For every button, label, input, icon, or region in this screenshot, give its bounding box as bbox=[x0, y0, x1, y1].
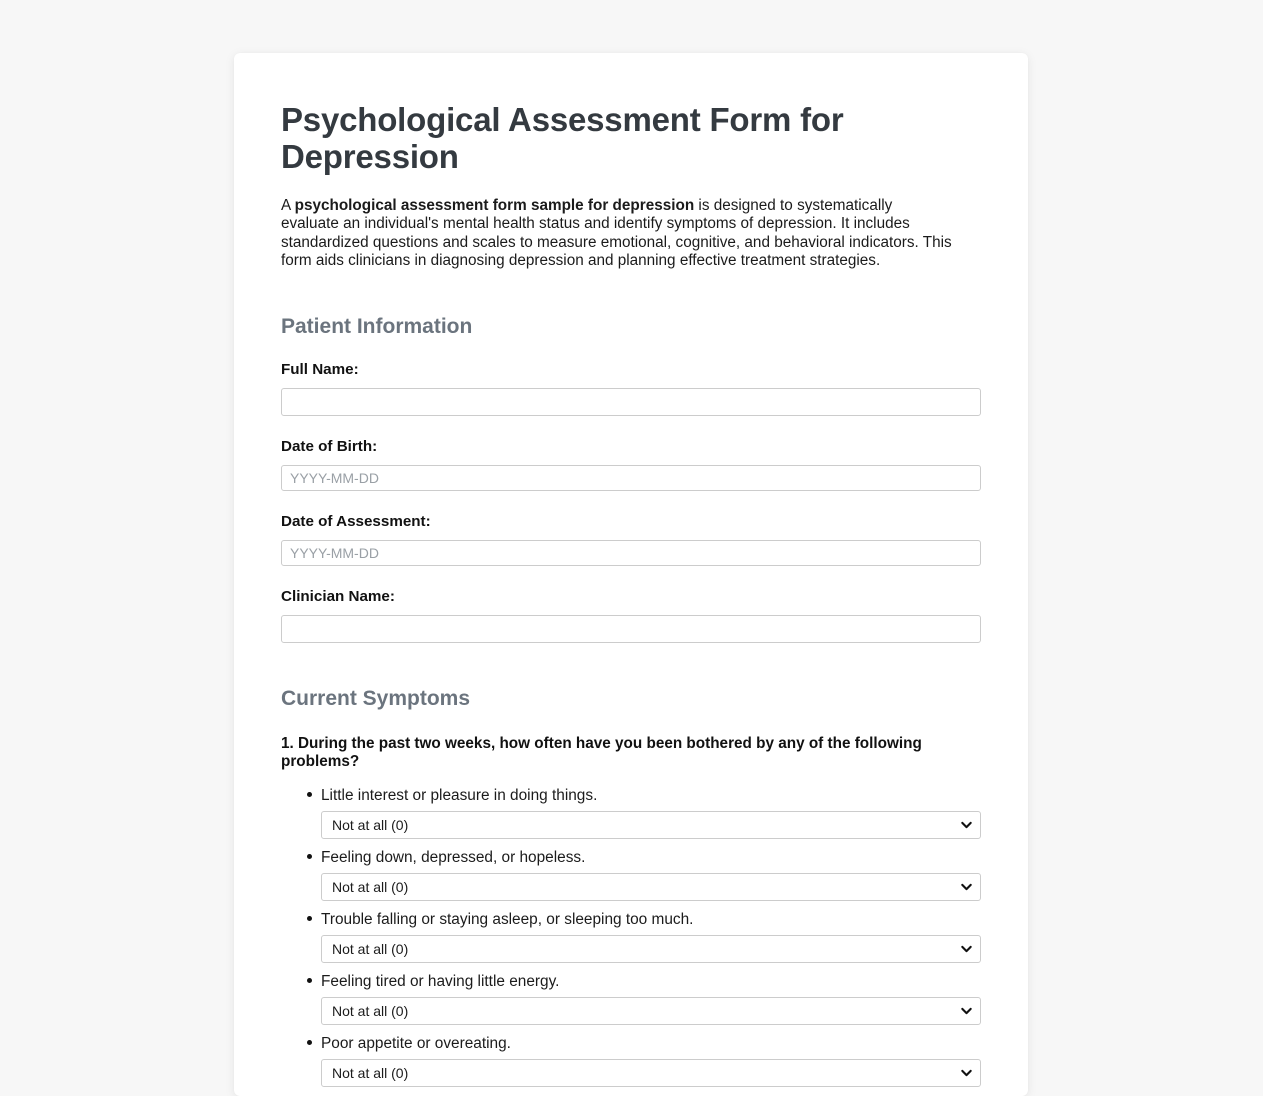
label-date-of-assessment: Date of Assessment: bbox=[281, 512, 431, 530]
list-item bbox=[321, 1034, 981, 1087]
field-clinician-name bbox=[281, 588, 981, 643]
intro-lead: A bbox=[281, 197, 295, 214]
question-1-text: 1. During the past two weeks, how often have you been bothered by any of the following problems? bbox=[281, 734, 922, 771]
symptom-label: Poor appetite or overeating. bbox=[321, 1034, 511, 1052]
intro-bold-phrase: psychological assessment form sample for depression bbox=[294, 197, 695, 214]
severity-select-3[interactable] bbox=[321, 935, 981, 963]
severity-select-wrapper bbox=[321, 935, 981, 963]
severity-select-5[interactable] bbox=[321, 1059, 981, 1087]
symptom-label: Trouble falling or staying asleep, or sleeping too much. bbox=[321, 910, 694, 928]
field-full-name bbox=[281, 361, 981, 416]
clinician-name-input[interactable] bbox=[281, 615, 981, 643]
intro-paragraph bbox=[281, 197, 953, 271]
symptom-label: Feeling tired or having little energy. bbox=[321, 972, 560, 990]
list-item bbox=[321, 910, 981, 963]
symptom-list bbox=[281, 786, 981, 1087]
intro-rest: is designed to systematically evaluate an individual's mental health status and identify symptoms of depression. It includes standardized questions and scales to measure emotional, cognitive, and behavioral indicators. This form aids clinicians in diagnosing depression and planning effective treatment strategies. bbox=[281, 197, 952, 270]
severity-select-wrapper bbox=[321, 997, 981, 1025]
date-of-birth-input[interactable] bbox=[281, 465, 981, 491]
symptom-label: Feeling down, depressed, or hopeless. bbox=[321, 848, 586, 866]
section-heading-patient-information: Patient Information bbox=[281, 314, 473, 338]
list-item bbox=[321, 786, 981, 839]
label-date-of-birth: Date of Birth: bbox=[281, 437, 378, 455]
severity-select-wrapper bbox=[321, 811, 981, 839]
field-date-of-birth bbox=[281, 438, 981, 491]
bullet-icon bbox=[307, 1040, 312, 1045]
assessment-form-card bbox=[234, 53, 1028, 1096]
list-item bbox=[321, 972, 981, 1025]
label-full-name: Full Name: bbox=[281, 360, 359, 378]
date-of-assessment-input[interactable] bbox=[281, 540, 981, 566]
severity-select-4[interactable] bbox=[321, 997, 981, 1025]
section-heading-current-symptoms: Current Symptoms bbox=[281, 686, 471, 710]
list-item bbox=[321, 848, 981, 901]
bullet-icon bbox=[307, 854, 312, 859]
bullet-icon bbox=[307, 916, 312, 921]
full-name-input[interactable] bbox=[281, 388, 981, 416]
severity-select-wrapper bbox=[321, 873, 981, 901]
bullet-icon bbox=[307, 792, 312, 797]
severity-select-2[interactable] bbox=[321, 873, 981, 901]
bullet-icon bbox=[307, 978, 312, 983]
symptom-label: Little interest or pleasure in doing things. bbox=[321, 786, 598, 804]
field-date-of-assessment bbox=[281, 513, 981, 566]
patient-information-fields bbox=[281, 361, 981, 643]
severity-select-1[interactable] bbox=[321, 811, 981, 839]
severity-select-wrapper bbox=[321, 1059, 981, 1087]
page-title: Psychological Assessment Form for Depression bbox=[281, 101, 844, 175]
label-clinician-name: Clinician Name: bbox=[281, 587, 395, 605]
